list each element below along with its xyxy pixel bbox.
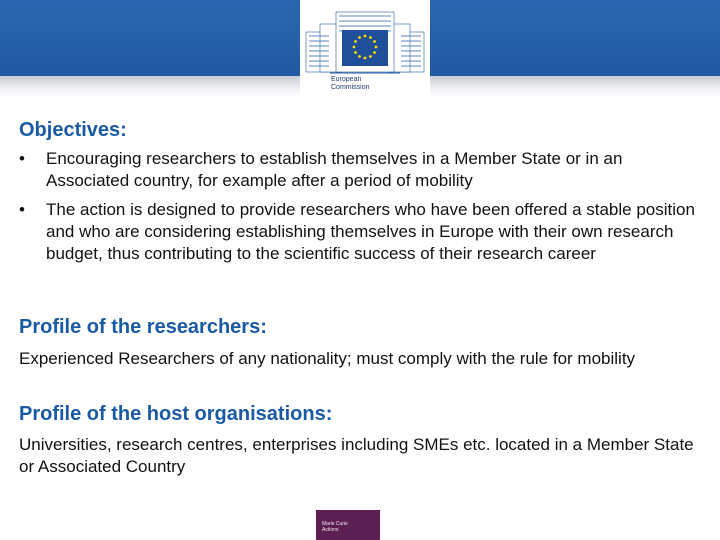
objectives-list <box>19 148 709 265</box>
marie-curie-wordmark <box>322 521 348 533</box>
marie-curie-line-1: Marie Curie <box>322 521 348 527</box>
objectives-bullet-2-text: The action is designed to provide researchers who have been offered a stable position and who are considering establishing themselves in Europe with their own research budget, thus contributing to the scientific success of their research career <box>46 200 695 263</box>
bullet-dot-icon: • <box>19 149 25 168</box>
logo-line-commission: Commission <box>331 84 370 91</box>
logo-wordmark <box>331 76 370 92</box>
host-profile-heading: Profile of the host organisations: <box>19 403 333 425</box>
logo-line-european: European <box>331 76 362 83</box>
bullet-dot-icon: • <box>19 200 25 219</box>
objectives-heading: Objectives: <box>19 119 127 141</box>
marie-curie-logo <box>316 510 380 540</box>
commission-building-icon <box>300 0 430 76</box>
european-commission-logo <box>300 0 430 100</box>
researchers-profile-text: Experienced Researchers of any nationality; must comply with the rule for mobility <box>19 349 636 368</box>
host-profile-text: Universities, research centres, enterprises including SMEs etc. located in a Member State or Associated Country <box>19 435 694 476</box>
marie-curie-line-2: Actions <box>322 527 339 533</box>
objectives-bullet-1 <box>19 148 709 192</box>
objectives-bullet-1-text: Encouraging researchers to establish themselves in a Member State or in an Associated country, for example after a period of mobility <box>46 149 623 190</box>
objectives-bullet-2 <box>19 199 709 265</box>
researchers-profile-heading: Profile of the researchers: <box>19 316 267 338</box>
